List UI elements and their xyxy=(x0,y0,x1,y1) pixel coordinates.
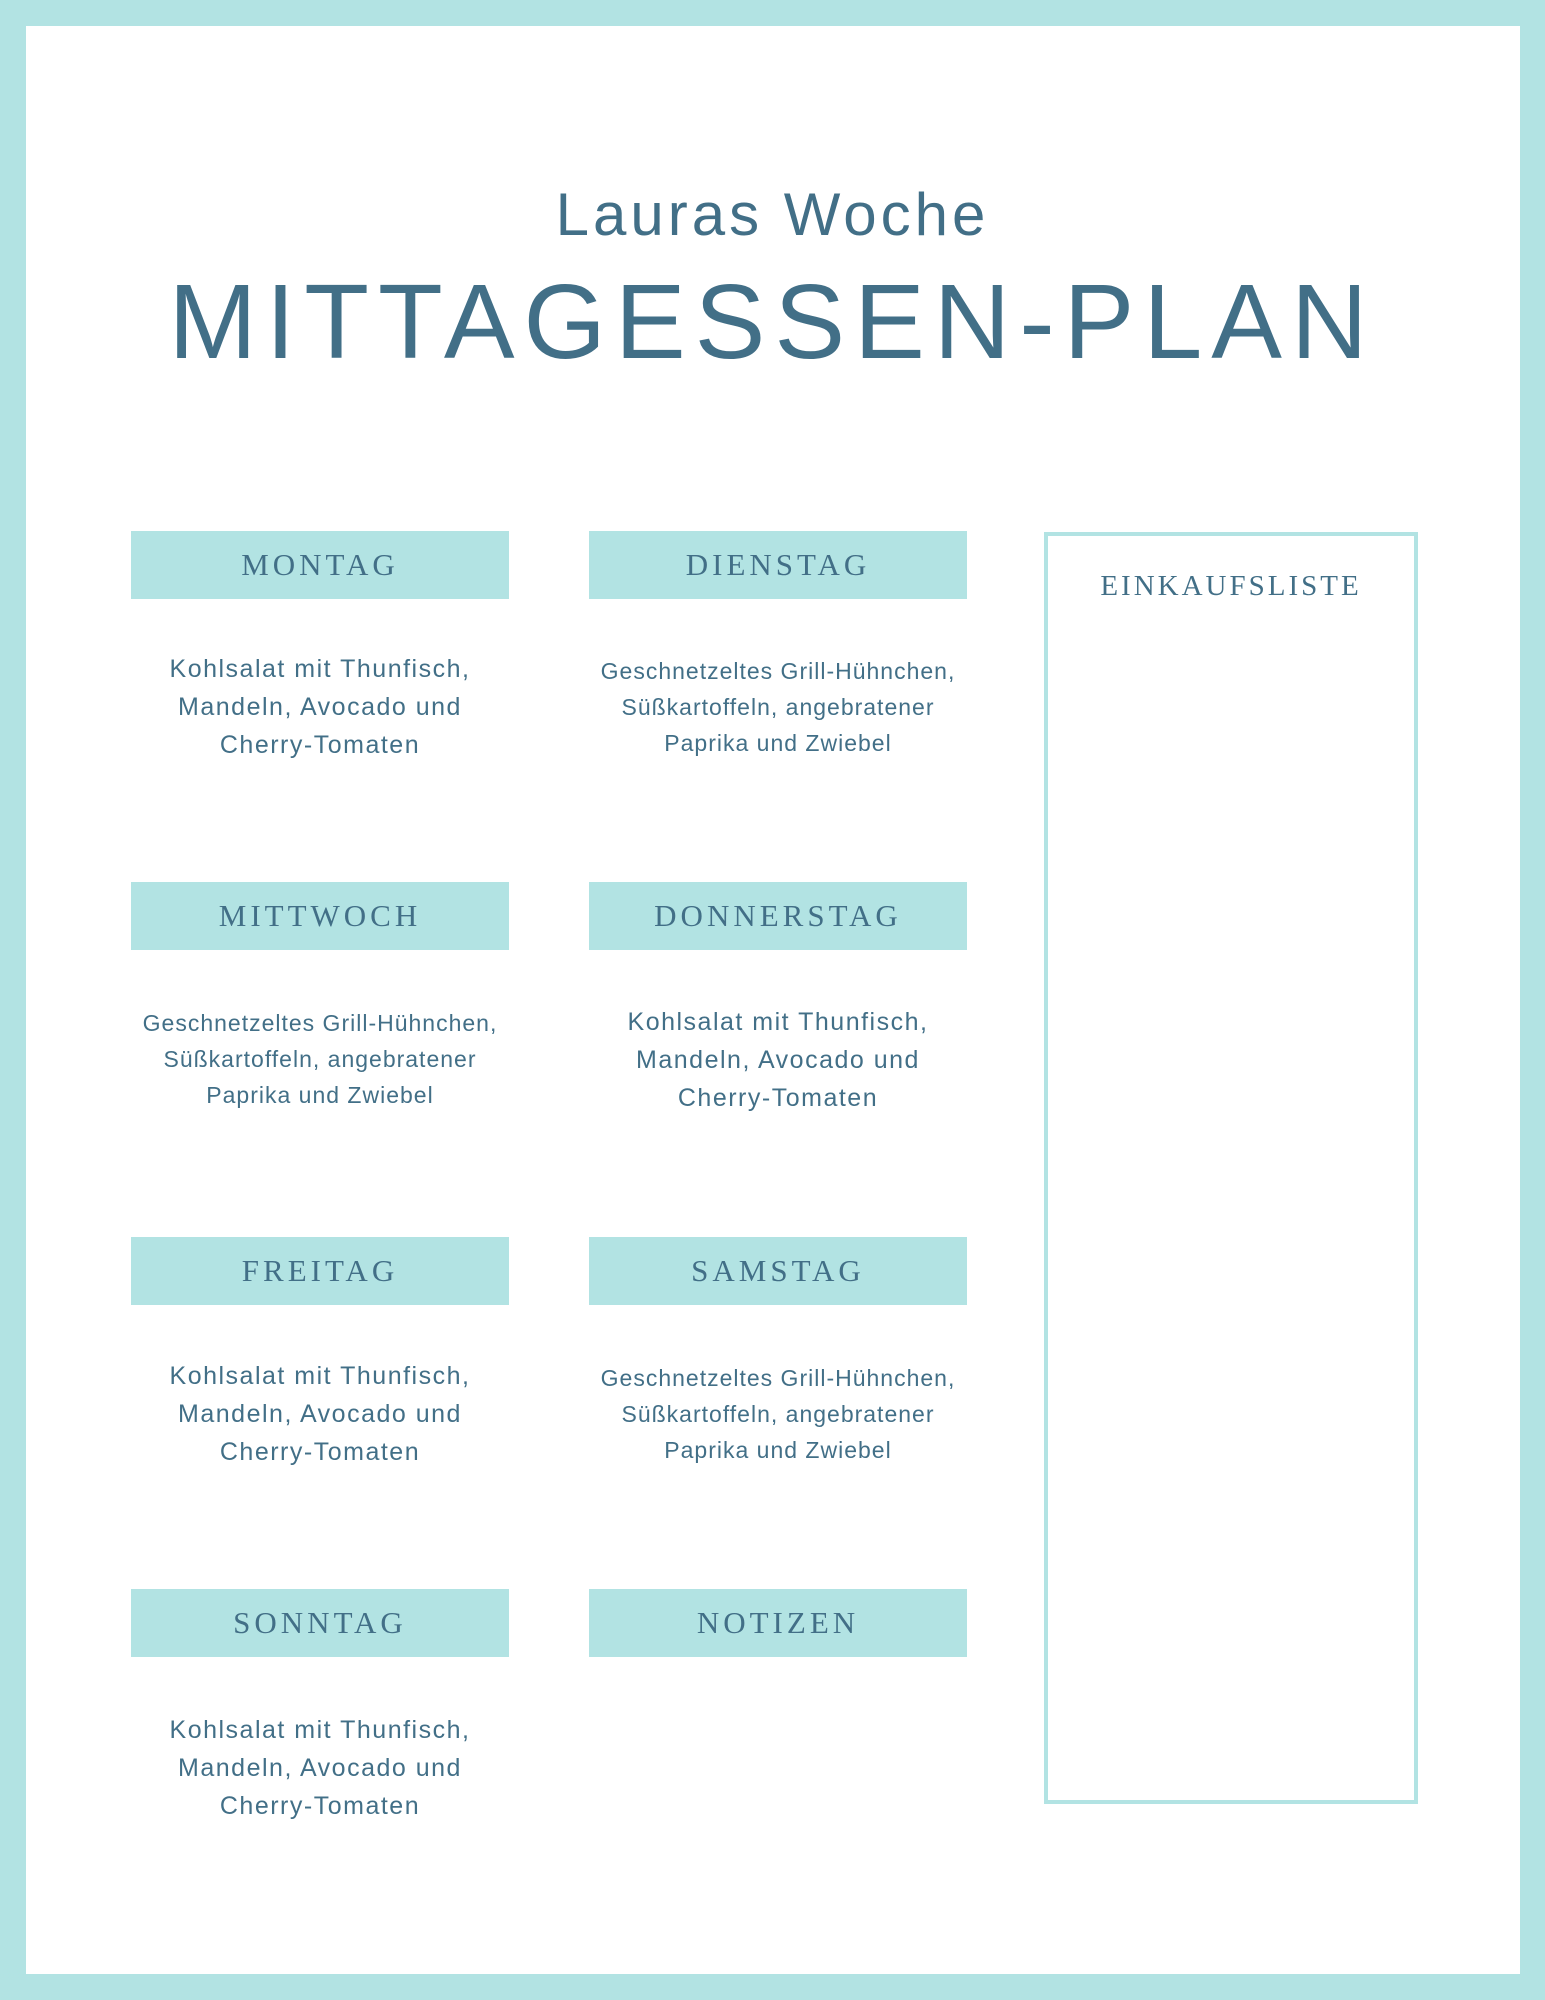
shopping-list-title: EINKAUFSLISTE xyxy=(1100,570,1362,602)
notes-header: NOTIZEN xyxy=(589,1589,967,1657)
day-meal-mittwoch: Geschnetzeltes Grill-Hühnchen, Süßkartoffeln, angebratener Paprika und Zwiebel xyxy=(142,1010,498,1108)
day-header-donnerstag: DONNERSTAG xyxy=(589,882,967,950)
page-title: MITTAGESSEN-PLAN xyxy=(168,263,1377,381)
day-meal-sonntag: Kohlsalat mit Thunfisch, Mandeln, Avocado und Cherry-Tomaten xyxy=(169,1716,471,1820)
shopping-list-box xyxy=(1044,532,1418,1804)
day-header-montag: MONTAG xyxy=(131,531,509,599)
day-header-sonntag: SONNTAG xyxy=(131,1589,509,1657)
day-meal-samstag: Geschnetzeltes Grill-Hühnchen, Süßkartoffeln, angebratener Paprika und Zwiebel xyxy=(600,1365,956,1463)
day-meal-freitag: Kohlsalat mit Thunfisch, Mandeln, Avocado und Cherry-Tomaten xyxy=(169,1362,471,1466)
day-header-samstag: SAMSTAG xyxy=(589,1237,967,1305)
day-header-freitag: FREITAG xyxy=(131,1237,509,1305)
day-meal-dienstag: Geschnetzeltes Grill-Hühnchen, Süßkartoffeln, angebratener Paprika und Zwiebel xyxy=(600,658,956,756)
day-meal-montag: Kohlsalat mit Thunfisch, Mandeln, Avocado und Cherry-Tomaten xyxy=(169,655,471,759)
day-meal-donnerstag: Kohlsalat mit Thunfisch, Mandeln, Avocado und Cherry-Tomaten xyxy=(627,1008,929,1112)
day-header-dienstag: DIENSTAG xyxy=(589,531,967,599)
page-subtitle: Lauras Woche xyxy=(555,181,990,248)
day-header-mittwoch: MITTWOCH xyxy=(131,882,509,950)
